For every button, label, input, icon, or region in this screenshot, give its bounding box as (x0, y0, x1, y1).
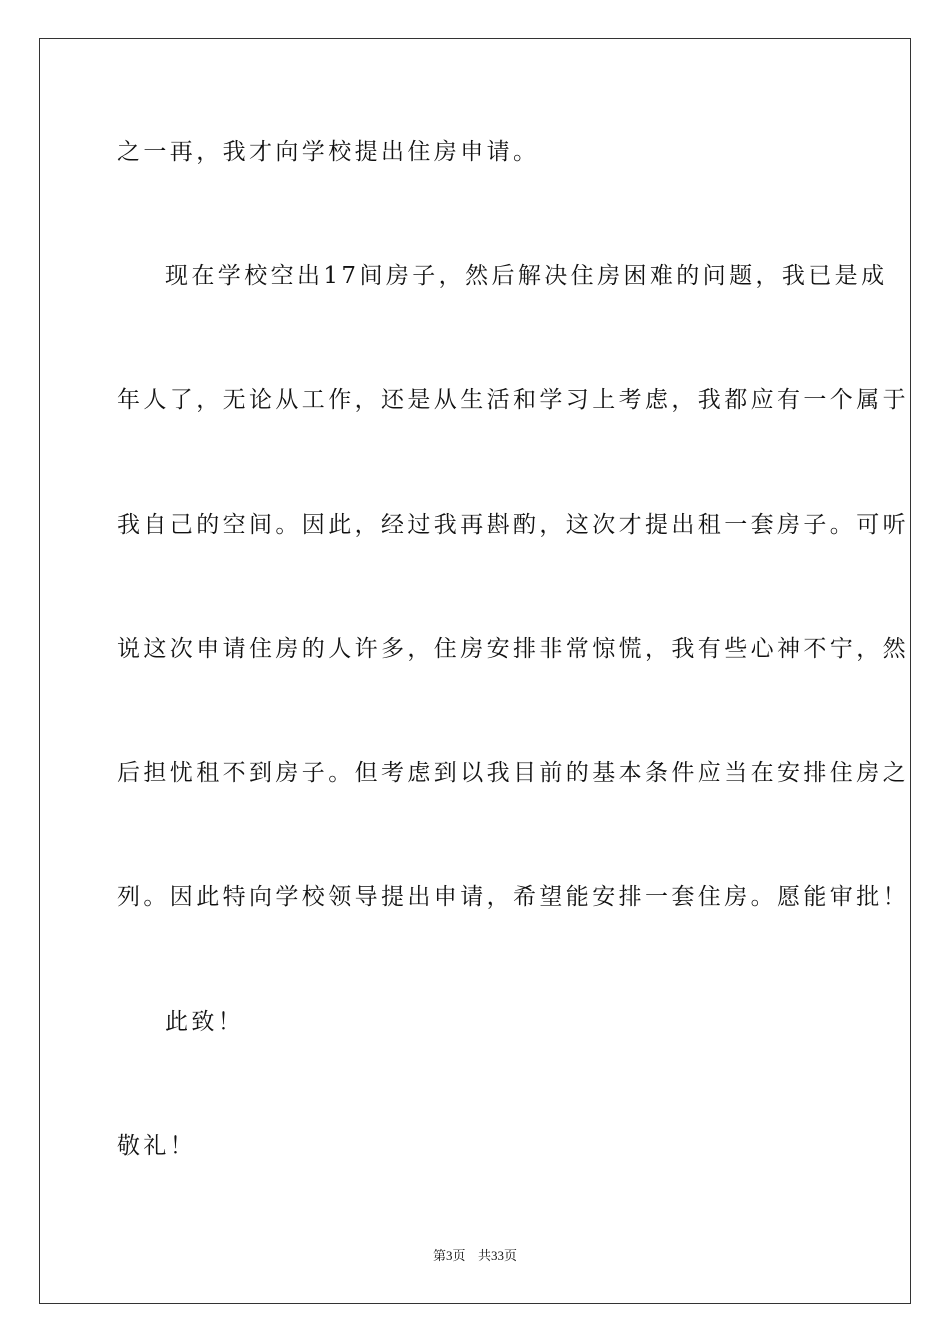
closing-regards: 敬礼！ (117, 1133, 197, 1159)
page-footer (0, 1247, 950, 1266)
paragraph-line-1: 现在学校空出17间房子，然后解决住房困难的问题，我已是成 (165, 263, 888, 289)
paragraph-line-4: 说这次申请住房的人许多，住房安排非常惊慌，我有些心神不宁，然 (117, 636, 909, 662)
closing-salutation: 此致！ (165, 1009, 245, 1035)
paragraph-line-2: 年人了，无论从工作，还是从生活和学习上考虑，我都应有一个属于 (117, 387, 909, 413)
paragraph-line-6: 列。因此特向学校领导提出申请，希望能安排一套住房。愿能审批！ (117, 884, 909, 910)
page-total: 共33页 (477, 1248, 517, 1263)
page-number: 第3页 (433, 1248, 466, 1263)
page-border (39, 38, 911, 1304)
paragraph-line-5: 后担忧租不到房子。但考虑到以我目前的基本条件应当在安排住房之 (117, 760, 909, 786)
paragraph-line-3: 我自己的空间。因此，经过我再斟酌，这次才提出租一套房子。可听 (117, 512, 909, 538)
body-line-1: 之一再，我才向学校提出住房申请。 (117, 139, 540, 165)
